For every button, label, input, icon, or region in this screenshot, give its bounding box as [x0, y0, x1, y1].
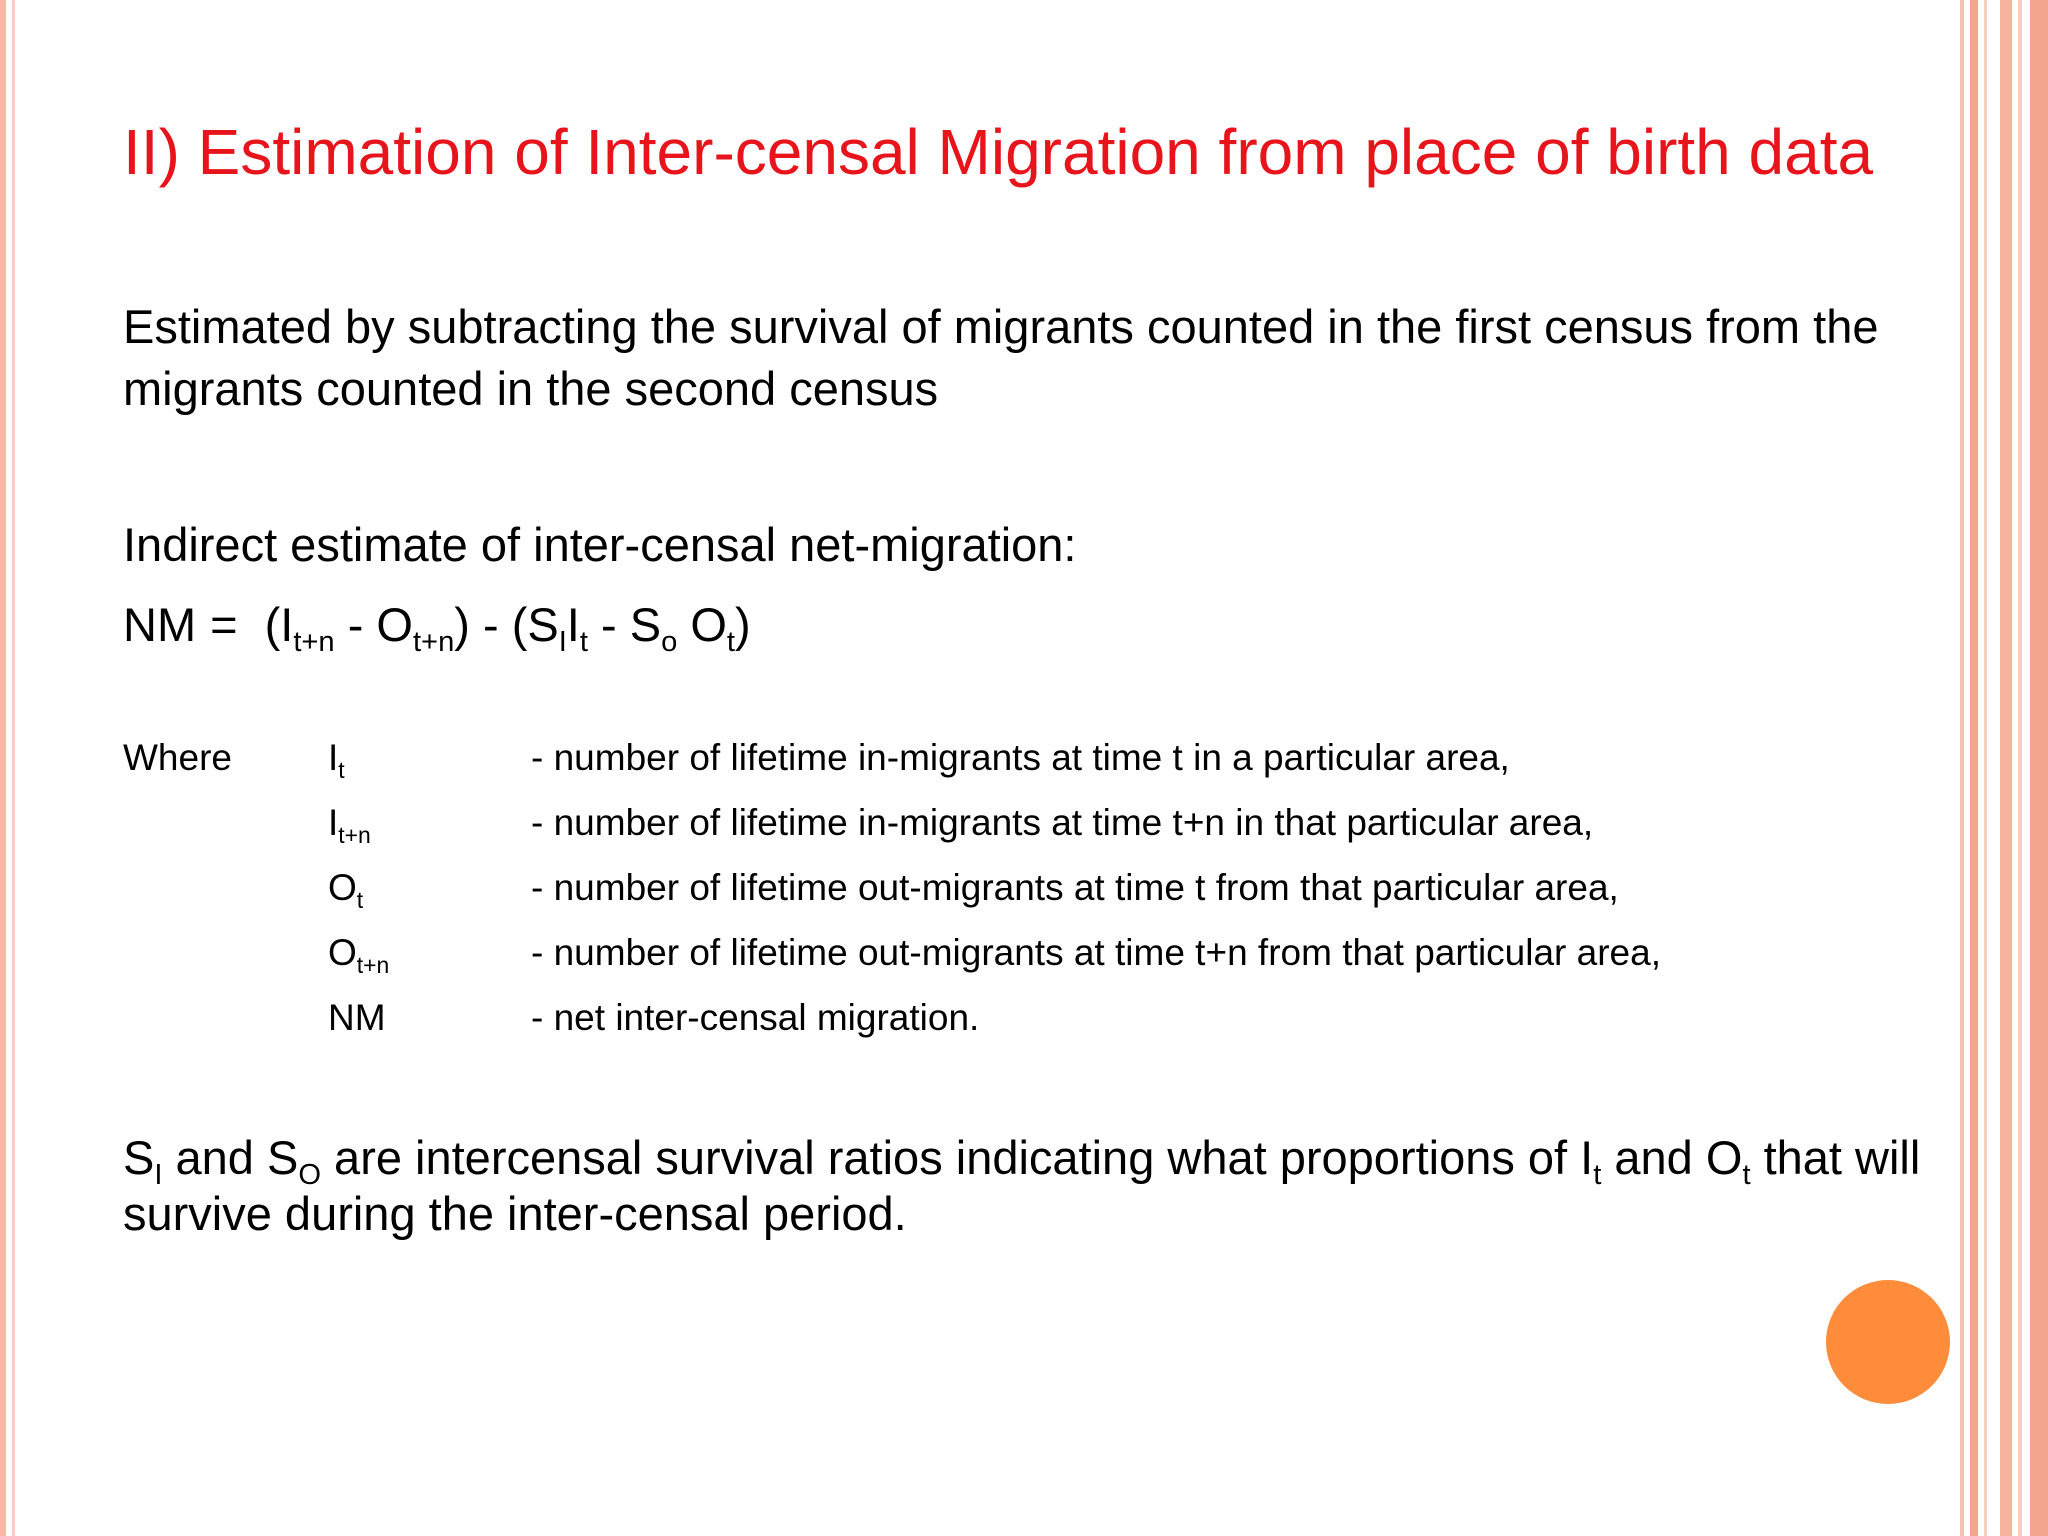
definition-description: - net inter-censal migration. [531, 997, 980, 1038]
survival-ratio-paragraph: $S_I$ and $S_O$ are intercensal survival ratios indicating what proportions of $I_t$ and $O_t$ that will survive during the inter-censal period. [123, 1131, 1921, 1240]
where-label: Where [123, 737, 232, 778]
definition-symbol: NM [328, 997, 386, 1038]
frame-left-border [0, 0, 6, 1536]
formula-subscript: t [726, 626, 735, 659]
definition-symbol: $O_t$ [328, 867, 364, 914]
formula-part: ) [735, 598, 751, 651]
formula-subscript: t [579, 626, 588, 659]
formula-part: - S [587, 598, 662, 651]
slide-title: II) Estimation of Inter-censal Migration from place of birth data [123, 116, 1874, 188]
formula-lhs: NM [123, 598, 197, 651]
formula-part: I [566, 598, 580, 651]
intro-paragraph: Estimated by subtracting the survival of migrants counted in the first census from the migrants counted in the second census [123, 300, 1879, 415]
formula-part: - O [334, 598, 413, 651]
formula-subscript: I [558, 626, 567, 659]
formula-equals: = [210, 598, 238, 651]
frame-right-border [2030, 0, 2048, 1536]
definition-description: - number of lifetime out-migrants at time t+n from that particular area, [531, 932, 1661, 973]
formula-subscript: t+n [293, 626, 335, 659]
frame-left-inner-border [12, 0, 15, 1536]
decorative-circle [1826, 1280, 1950, 1404]
frame-right-border [2000, 0, 2012, 1536]
net-migration-formula [123, 594, 751, 659]
formula-part: O [677, 598, 727, 651]
frame-right-border [1960, 0, 1964, 1536]
definition-description: - number of lifetime in-migrants at time t+n in that particular area, [531, 802, 1594, 843]
definition-symbol: $O_{t+n}$ [328, 932, 390, 979]
indirect-estimate-heading: Indirect estimate of inter-censal net-migration: [123, 518, 1077, 571]
definition-description: - number of lifetime out-migrants at time t from that particular area, [531, 867, 1619, 908]
definition-symbol: $I_{t+n}$ [328, 802, 371, 849]
formula-part: (I [264, 598, 294, 651]
formula-subscript: o [661, 626, 678, 659]
formula-subscript: t+n [412, 626, 455, 659]
frame-right-border [1970, 0, 1978, 1536]
frame-right-border [1984, 0, 1987, 1536]
definition-description: - number of lifetime in-migrants at time t in a particular area, [531, 737, 1510, 778]
formula-part: ) - (S [454, 598, 559, 651]
frame-right-border [2018, 0, 2022, 1536]
definition-symbol: $I_t$ [328, 737, 345, 784]
